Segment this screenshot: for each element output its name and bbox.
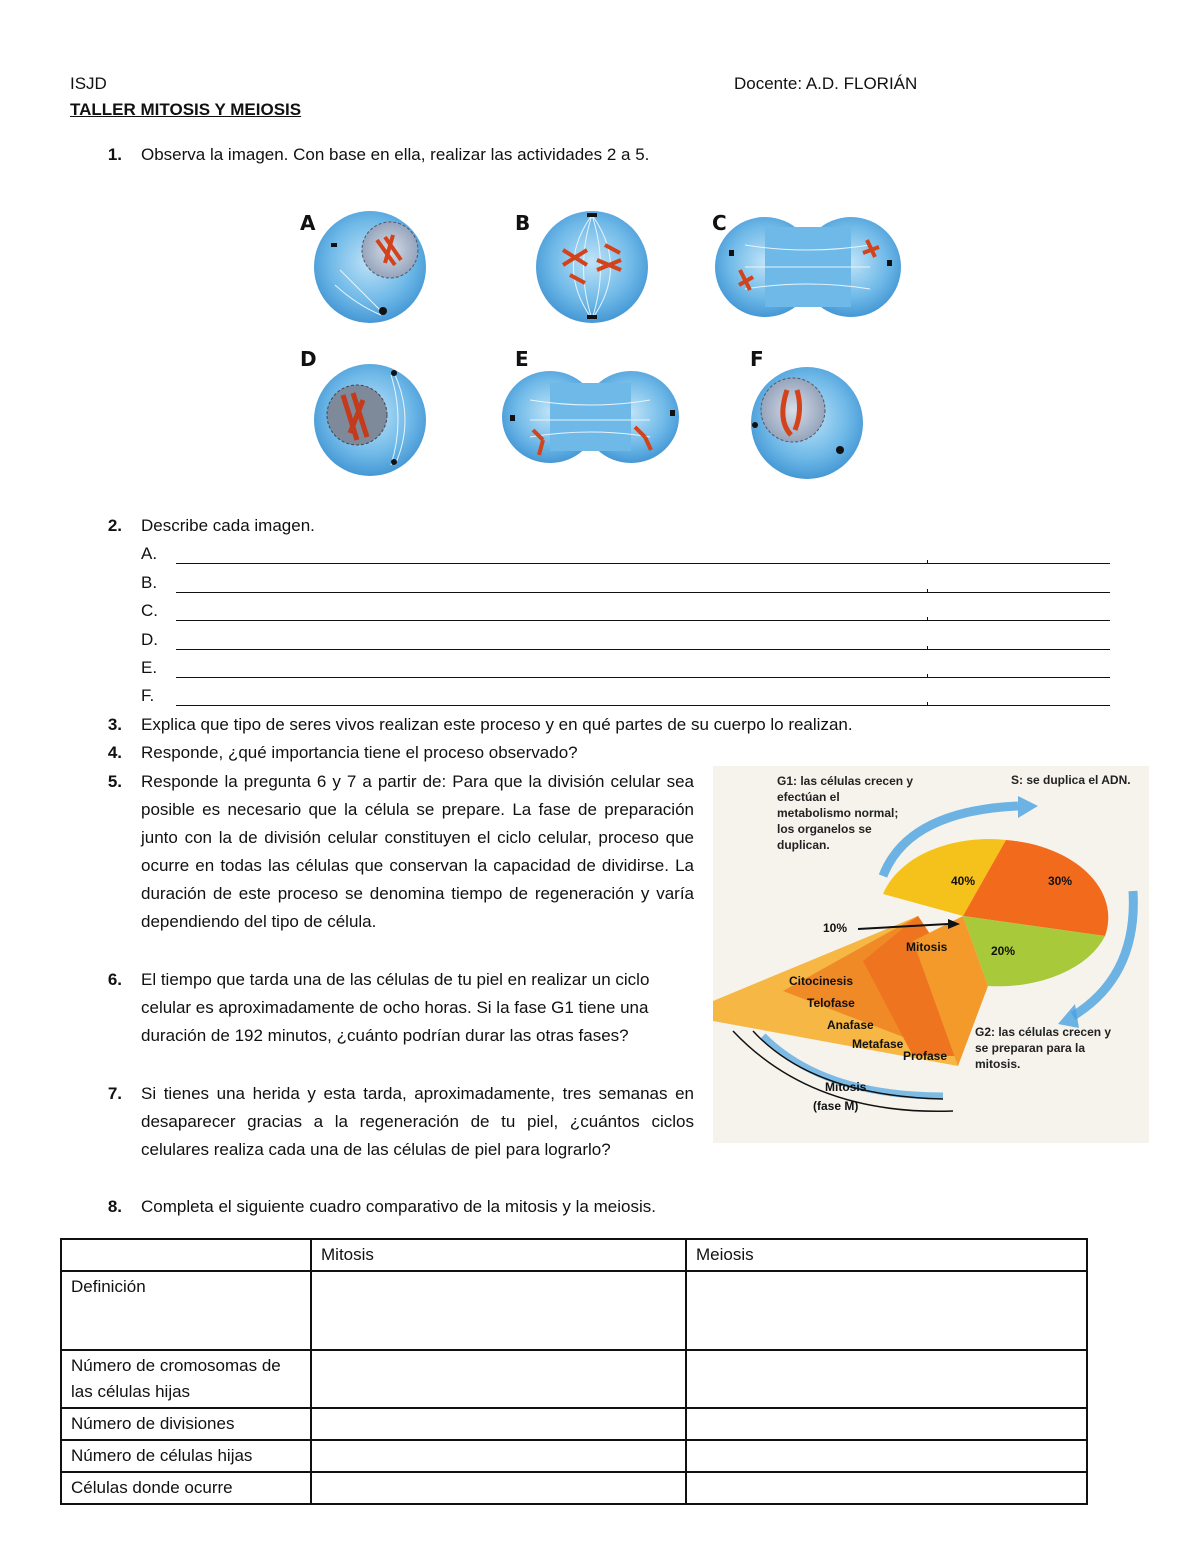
phase-label: Anafase <box>827 1018 874 1032</box>
question-number: 1. <box>107 145 122 164</box>
cell-f <box>751 367 863 479</box>
table-row <box>61 1440 1087 1472</box>
question-6-text: El tiempo que tarda una de las células de tu piel en realizar un ciclo celular es aproximadamente de ocho horas. Si la fase G1 tiene una duración de 192 minutos, ¿cuánto podrían durar las otras fases? <box>141 970 650 1045</box>
table-header-cell <box>61 1239 311 1271</box>
table-row <box>61 1408 1087 1440</box>
question-number: 2. <box>107 516 122 535</box>
line-tick <box>927 674 928 678</box>
cell-e <box>502 371 679 463</box>
cell-b <box>536 211 648 323</box>
cell-label: A <box>300 211 316 235</box>
table-header-row <box>61 1239 1087 1271</box>
answer-label: F. <box>141 686 155 705</box>
fase-m-label: (fase M) <box>813 1099 859 1113</box>
table-header-cell: Meiosis <box>686 1239 1087 1271</box>
g1-label: G1: las células crecen y efectúan el metabolismo normal; los organelos se duplican. <box>777 774 914 852</box>
cell-label: E <box>515 347 529 371</box>
question-number: 8. <box>107 1197 122 1216</box>
question-3-text: Explica que tipo de seres vivos realizan este proceso y en qué partes de su cuerpo lo realizan. <box>141 715 853 734</box>
table-row <box>61 1271 1087 1350</box>
answer-line-b[interactable] <box>176 592 1110 593</box>
answer-cell[interactable] <box>311 1440 686 1472</box>
cell-label: B <box>515 211 531 235</box>
pct-m: 10% <box>823 921 848 935</box>
comparison-table <box>60 1238 1088 1505</box>
answer-line-e[interactable] <box>176 677 1110 678</box>
row-label: Células donde ocurre <box>61 1472 311 1504</box>
answer-line-f[interactable] <box>176 705 1110 706</box>
answer-cell[interactable] <box>311 1408 686 1440</box>
cell-division-svg <box>295 205 915 490</box>
question-2-text: Describe cada imagen. <box>141 516 315 535</box>
answer-cell[interactable] <box>686 1350 1087 1408</box>
s-label: S: se duplica el ADN. <box>1011 773 1131 787</box>
cell-d <box>314 364 426 476</box>
teacher-name: Docente: A.D. FLORIÁN <box>734 74 918 93</box>
question-5-text: Responde la pregunta 6 y 7 a partir de: Para que la división celular sea posible es necesario que la célula se prepare. La fase de preparación junto con la de división celular constituyen el ciclo celular, proceso que ocurre en todas las células que conservan la capacidad de dividirse. La duración de este proceso se denomina tiempo de regeneración y varía dependiendo del tipo de célula. <box>141 772 694 931</box>
page-title: TALLER MITOSIS Y MEIOSIS <box>70 100 302 119</box>
line-tick <box>927 589 928 593</box>
pct-g2: 20% <box>991 944 1016 958</box>
g2-label: G2: las células crecen y se preparan para la mitosis. <box>975 1025 1112 1071</box>
phase-label: Telofase <box>807 996 855 1010</box>
answer-line-d[interactable] <box>176 649 1110 650</box>
cell-a <box>314 211 426 323</box>
school-name: ISJD <box>70 74 107 93</box>
table-header-cell: Mitosis <box>311 1239 686 1271</box>
pct-g1: 40% <box>951 874 976 888</box>
answer-label: C. <box>141 601 158 620</box>
cell-label: F <box>750 347 764 371</box>
question-7-text: Si tienes una herida y esta tarda, aproximadamente, tres semanas en desaparecer gracias a la regeneración de tu piel, ¿cuántos ciclos celulares realiza cada una de las células de piel para lograrlo? <box>141 1084 694 1159</box>
pct-s: 30% <box>1048 874 1073 888</box>
table-row <box>61 1350 1087 1408</box>
cell-cycle-diagram <box>713 766 1149 1143</box>
question-number: 4. <box>107 743 122 762</box>
row-label: Definición <box>61 1271 311 1350</box>
question-number: 6. <box>107 970 122 989</box>
mitosis-m-label: Mitosis <box>825 1080 867 1094</box>
mitosis-label: Mitosis <box>906 940 948 954</box>
answer-cell[interactable] <box>686 1271 1087 1350</box>
row-label: Número de cromosomas de las células hijas <box>61 1350 311 1408</box>
question-number: 5. <box>107 772 122 791</box>
answer-cell[interactable] <box>311 1271 686 1350</box>
answer-cell[interactable] <box>311 1472 686 1504</box>
answer-line-c[interactable] <box>176 620 1110 621</box>
question-1-text: Observa la imagen. Con base en ella, realizar las actividades 2 a 5. <box>141 145 650 164</box>
question-8-text: Completa el siguiente cuadro comparativo de la mitosis y la meiosis. <box>141 1197 656 1216</box>
answer-cell[interactable] <box>686 1472 1087 1504</box>
phase-label: Metafase <box>852 1037 904 1051</box>
question-4-text: Responde, ¿qué importancia tiene el proceso observado? <box>141 743 578 762</box>
line-tick <box>927 617 928 621</box>
question-number: 7. <box>107 1084 122 1103</box>
answer-label: E. <box>141 658 158 677</box>
line-tick <box>927 560 928 564</box>
table-row <box>61 1472 1087 1504</box>
cell-label: C <box>712 211 727 235</box>
row-label: Número de divisiones <box>61 1408 311 1440</box>
cell-label: D <box>300 347 317 371</box>
cell-c <box>715 217 901 317</box>
phase-label: Profase <box>903 1049 948 1063</box>
answer-label: B. <box>141 573 158 592</box>
line-tick <box>927 702 928 706</box>
question-number: 3. <box>107 715 122 734</box>
cell-division-figure <box>295 205 915 490</box>
answer-cell[interactable] <box>311 1350 686 1408</box>
row-label: Número de células hijas <box>61 1440 311 1472</box>
answer-line-a[interactable] <box>176 563 1110 564</box>
answer-label: A. <box>141 544 158 563</box>
answer-cell[interactable] <box>686 1440 1087 1472</box>
answer-label: D. <box>141 630 158 649</box>
line-tick <box>927 646 928 650</box>
answer-cell[interactable] <box>686 1408 1087 1440</box>
phase-label: Citocinesis <box>789 974 854 988</box>
